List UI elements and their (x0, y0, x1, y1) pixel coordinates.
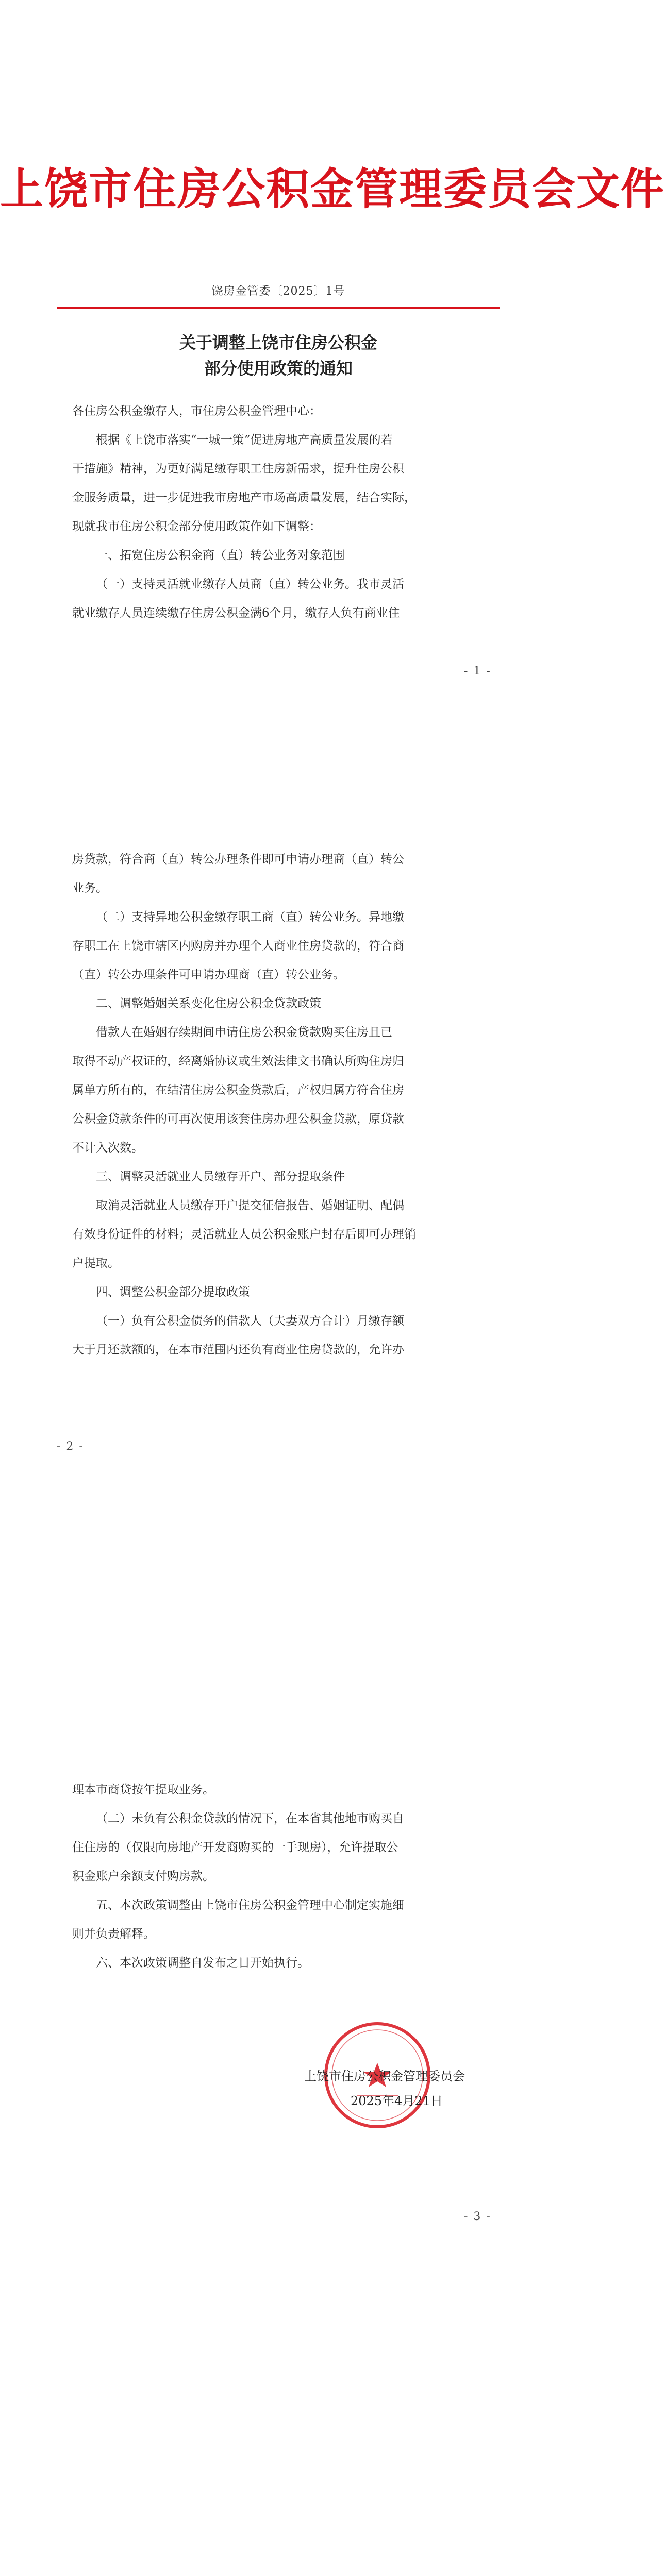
paragraph-line: 有效身份证件的材料；灵活就业人员公积金账户封存后即可办理销 (72, 1228, 416, 1241)
paragraph-line: 干措施》精神，为更好满足缴存职工住房新需求，提升住房公积 (72, 462, 404, 476)
paragraph-line: 大于月还款额的，在本市范围内还负有商业住房贷款的，允许办 (72, 1343, 404, 1357)
signature-date: 2025年4月21日 (351, 2094, 443, 2108)
paragraph-line: （二）未负有公积金贷款的情况下，在本省其他地市购买自 (96, 1812, 404, 1825)
issuing-authority-signature: 上饶市住房公积金管理委员会 (304, 2069, 465, 2083)
red-divider-line (57, 307, 500, 309)
paragraph-line: 取消灵活就业人员缴存开户提交征信报告、婚姻证明、配偶 (96, 1199, 404, 1212)
document-red-header: 上饶市住房公积金管理委员会文件 (0, 164, 665, 214)
paragraph-line: 公积金贷款条件的可再次使用该套住房办理公积金贷款，原贷款 (72, 1112, 404, 1126)
paragraph-line: 属单方所有的，在结清住房公积金贷款后，产权归属方符合住房 (72, 1083, 404, 1097)
paragraph-line: 六、本次政策调整自发布之日开始执行。 (96, 1956, 309, 1970)
section-heading-2: 二、调整婚姻关系变化住房公积金贷款政策 (96, 997, 321, 1010)
paragraph-line: 理本市商贷按年提取业务。 (72, 1783, 214, 1797)
section-heading-4: 四、调整公积金部分提取政策 (96, 1285, 250, 1299)
paragraph-line: 借款人在婚姻存续期间申请住房公积金贷款购买住房且已 (96, 1026, 392, 1039)
paragraph-line: （一）支持灵活就业缴存人员商（直）转公业务。我市灵活 (96, 578, 404, 591)
document-title-line-2: 部分使用政策的通知 (204, 359, 353, 378)
paragraph-line: 根据《上饶市落实“一城一策”促进房地产高质量发展的若 (96, 433, 393, 447)
salutation: 各住房公积金缴存人，市住房公积金管理中心： (72, 404, 321, 418)
paragraph-line: 住住房的（仅限向房地产开发商购买的一手现房），允许提取公 (72, 1841, 398, 1854)
paragraph-line: 金服务质量，进一步促进我市房地产市场高质量发展，结合实际， (72, 491, 416, 504)
paragraph-line: 房贷款，符合商（直）转公办理条件即可申请办理商（直）转公 (72, 853, 404, 866)
section-heading-3: 三、调整灵活就业人员缴存开户、部分提取条件 (96, 1170, 345, 1183)
paragraph-line: （二）支持异地公积金缴存职工商（直）转公业务。异地缴 (96, 910, 404, 924)
paragraph-line: 户提取。 (72, 1257, 120, 1270)
page-number: - 2 - (57, 1440, 84, 1453)
document-title-line-1: 关于调整上饶市住房公积金 (179, 333, 377, 352)
paragraph-line: （一）负有公积金债务的借款人（夫妻双方合计）月缴存额 (96, 1314, 404, 1328)
paragraph-line: 业务。 (72, 882, 108, 895)
paragraph-line: 现就我市住房公积金部分使用政策作如下调整： (72, 520, 321, 533)
paragraph-line: 取得不动产权证的，经离婚协议或生效法律文书确认所购住房归 (72, 1055, 404, 1068)
paragraph-line: （直）转公办理条件可申请办理商（直）转公业务。 (72, 968, 345, 981)
page-number: - 3 - (464, 2210, 491, 2223)
paragraph-line: 积金账户余额支付购房款。 (72, 1870, 214, 1883)
paragraph-line: 则并负责解释。 (72, 1927, 155, 1941)
paragraph-line: 就业缴存人员连续缴存住房公积金满6个月，缴存人负有商业住 (72, 606, 400, 620)
page-number: - 1 - (464, 665, 491, 677)
page-1 (0, 0, 665, 773)
paragraph-line: 存职工在上饶市辖区内购房并办理个人商业住房贷款的，符合商 (72, 939, 404, 953)
section-heading-1: 一、拓宽住房公积金商（直）转公业务对象范围 (96, 549, 345, 562)
paragraph-line: 五、本次政策调整由上饶市住房公积金管理中心制定实施细 (96, 1899, 404, 1912)
paragraph-line: 不计入次数。 (72, 1141, 143, 1155)
document-number: 饶房金管委〔2025〕1号 (211, 285, 345, 298)
